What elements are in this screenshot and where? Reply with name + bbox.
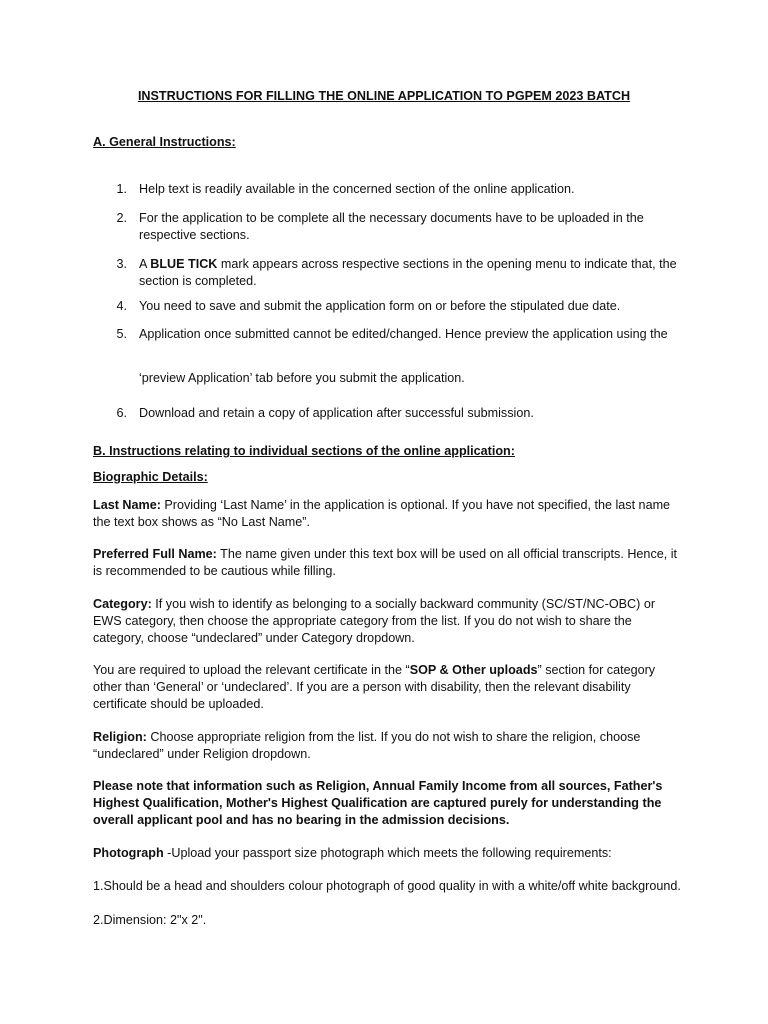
religion-paragraph: Religion: Choose appropriate religion from the list. If you do not wish to share the religion, choose “undeclared” under Religion dropdown. [93,730,641,761]
list-number: 3. [116,257,127,271]
list-item-continuation: ‘preview Application’ tab before you submit the application. [139,371,465,385]
note-paragraph: Please note that information such as Religion, Annual Family Income from all sources, Father's Highest Qualification, Mother's Highest Qualification are captured purely for understanding the overall applicant pool and has no bearing in the admission decisions. [93,779,663,827]
list-number: 1. [116,182,127,196]
section-a-heading: A. General Instructions: [93,135,236,149]
biographic-details-heading: Biographic Details: [93,470,208,484]
blue-tick-label: BLUE TICK [150,257,218,271]
list-number: 5. [116,327,127,341]
photo-requirement-2: 2.Dimension: 2"x 2". [93,913,207,927]
list-item: Download and retain a copy of application after successful submission. [139,406,534,420]
list-item: A BLUE TICK mark appears across respective sections in the opening menu to indicate that, the section is completed. [139,257,677,288]
list-item: Help text is readily available in the concerned section of the online application. [139,182,575,196]
section-b-heading: B. Instructions relating to individual sections of the online application: [93,444,515,458]
list-item: Application once submitted cannot be edited/changed. Hence preview the application using the [139,327,668,341]
list-number: 2. [116,211,127,225]
last-name-paragraph: Last Name: Providing ‘Last Name’ in the application is optional. If you have not specified, the last name the text box shows as “No Last Name”. [93,498,671,529]
category-paragraph: Category: If you wish to identify as belonging to a socially backward community (SC/ST/NC-OBC) or EWS category, then choose the appropriate category from the list. If you do not wish to share the category, choose “undeclared” under Category dropdown. [93,597,656,645]
list-number: 4. [116,299,127,313]
photo-requirement-1: 1.Should be a head and shoulders colour photograph of good quality in with a white/off white background. [93,879,681,893]
list-item: You need to save and submit the application form on or before the stipulated due date. [139,299,621,313]
preferred-name-paragraph: Preferred Full Name: The name given under this text box will be used on all official transcripts. Hence, it is recommended to be cautious while filling. [93,547,678,578]
list-number: 6. [116,406,127,420]
certificate-paragraph: You are required to upload the relevant certificate in the “SOP & Other uploads” section for category other than ‘General’ or ‘undeclared’. If you are a person with disability, then the relevant disability certificate should be uploaded. [93,663,656,711]
list-item: For the application to be complete all the necessary documents have to be uploaded in the respective sections. [139,211,644,242]
document-title: INSTRUCTIONS FOR FILLING THE ONLINE APPLICATION TO PGPEM 2023 BATCH [137,89,631,103]
photograph-paragraph: Photograph -Upload your passport size photograph which meets the following requirements: [93,846,612,860]
